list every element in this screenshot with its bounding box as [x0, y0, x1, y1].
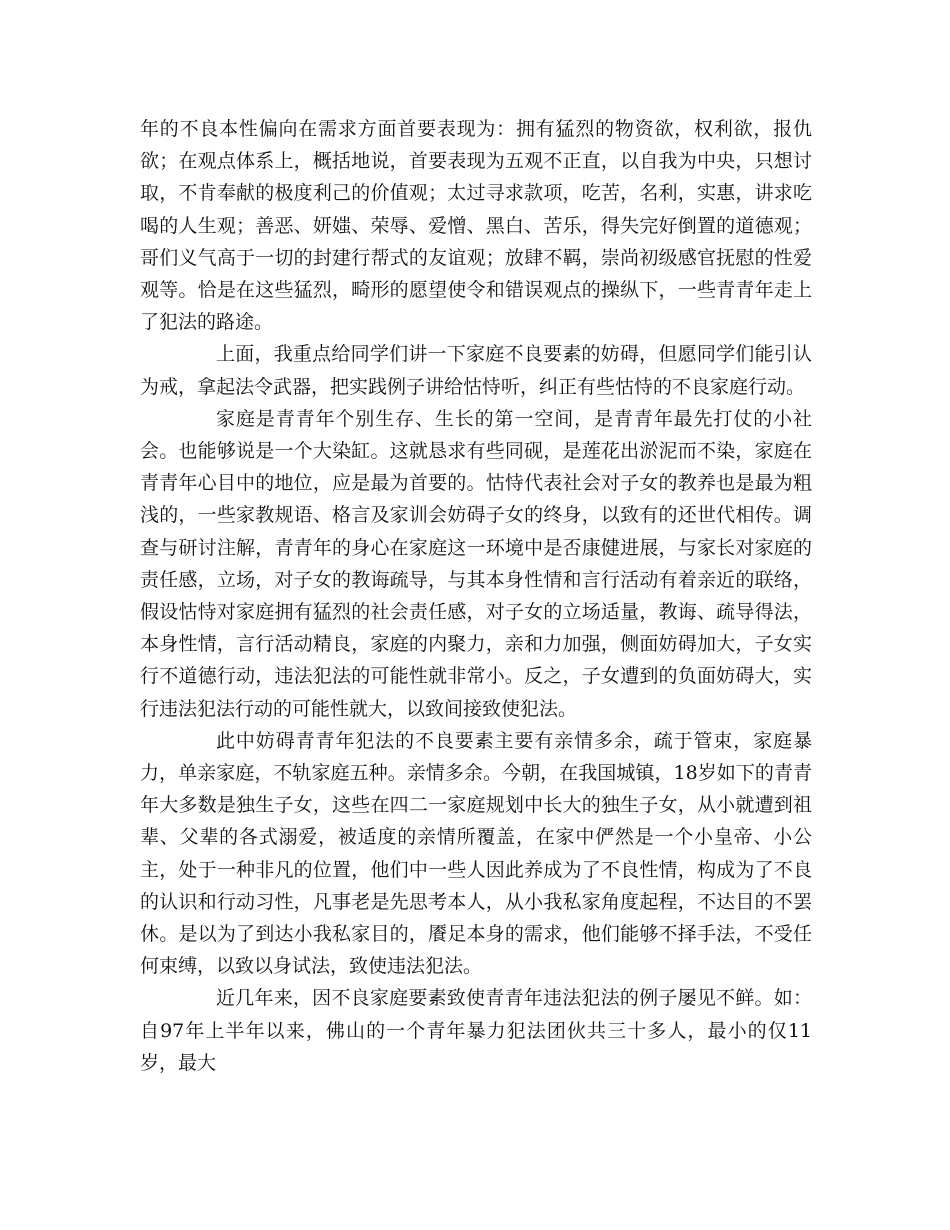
paragraph: 家庭是青青年个别生存、生长的第一空间，是青青年最先打仗的小社会。也能够说是一个大染缸。这就恳求有些同砚，是莲花出淤泥而不染，家庭在青青年心目中的地位，应是最为首要的。怙恃代表社会对子女的教养也是最为粗浅的，一些家教规语、格言及家训会妨碍子女的终身，以致有的还世代相传。调查与研讨注解，青青年的身心在家庭这一环境中是否康健进展，与家长对家庭的责任感，立场，对子女的教诲疏导，与其本身性情和言行活动有着亲近的联络，假设怙恃对家庭拥有猛烈的社会责任感，对子女的立场适量，教诲、疏导得法，本身性情，言行活动精良，家庭的内聚力，亲和力加强，侧面妨碍加大，子女实行不道德行动，违法犯法的可能性就非常小。反之，子女遭到的负面妨碍大，实行违法犯法行动的可能性就大，以致间接致使犯法。: [140, 407, 812, 720]
paragraph: 年的不良本性偏向在需求方面首要表现为：拥有猛烈的物资欲，权利欲，报仇欲；在观点体系上，概括地说，首要表现为五观不正直，以自我为中央，只想讨取，不肯奉献的极度利己的价值观；太过寻求款项，吃苦，名利，实惠，讲求吃喝的人生观；善恶、妍媸、荣辱、爱憎、黑白、苦乐，得失完好倒置的道德观；哥们义气高于一切的封建行帮式的友谊观；放肆不羁，崇尚初级感官抚慰的性爱观等。恰是在这些猛烈，畸形的愿望使令和错误观点的操纵下，一些青青年走上了犯法的路途。: [140, 118, 812, 334]
paragraph: 近几年来，因不良家庭要素致使青青年违法犯法的例子屡见不鲜。如：自97年上半年以来，佛山的一个青年暴力犯法团伙共三十多人，最小的仅11岁，最大: [140, 987, 812, 1074]
paragraph: 此中妨碍青青年犯法的不良要素主要有亲情多余，疏于管束，家庭暴力，单亲家庭，不轨家庭五种。亲情多余。今朝，在我国城镇，18岁如下的青青年大多数是独生子女，这些在四二一家庭规划中长大的独生子女，从小就遭到祖辈、父辈的各式溺爱，被适度的亲情所覆盖，在家中俨然是一个小皇帝、小公主，处于一种非凡的位置，他们中一些人因此养成为了不良性情，构成为了不良的认识和行动习性，凡事老是先思考本人，从小我私家角度起程，不达目的不罢休。是以为了到达小我私家目的，餍足本身的需求，他们能够不择手法，不受任何束缚，以致以身试法，致使违法犯法。: [140, 729, 812, 978]
body-text: [140, 113, 812, 1079]
paragraph: 上面，我重点给同学们讲一下家庭不良要素的妨碍，但愿同学们能引认为戒，拿起法令武器，把实践例子讲给怙恃听，纠正有些怙恃的不良家庭行动。: [140, 343, 812, 398]
